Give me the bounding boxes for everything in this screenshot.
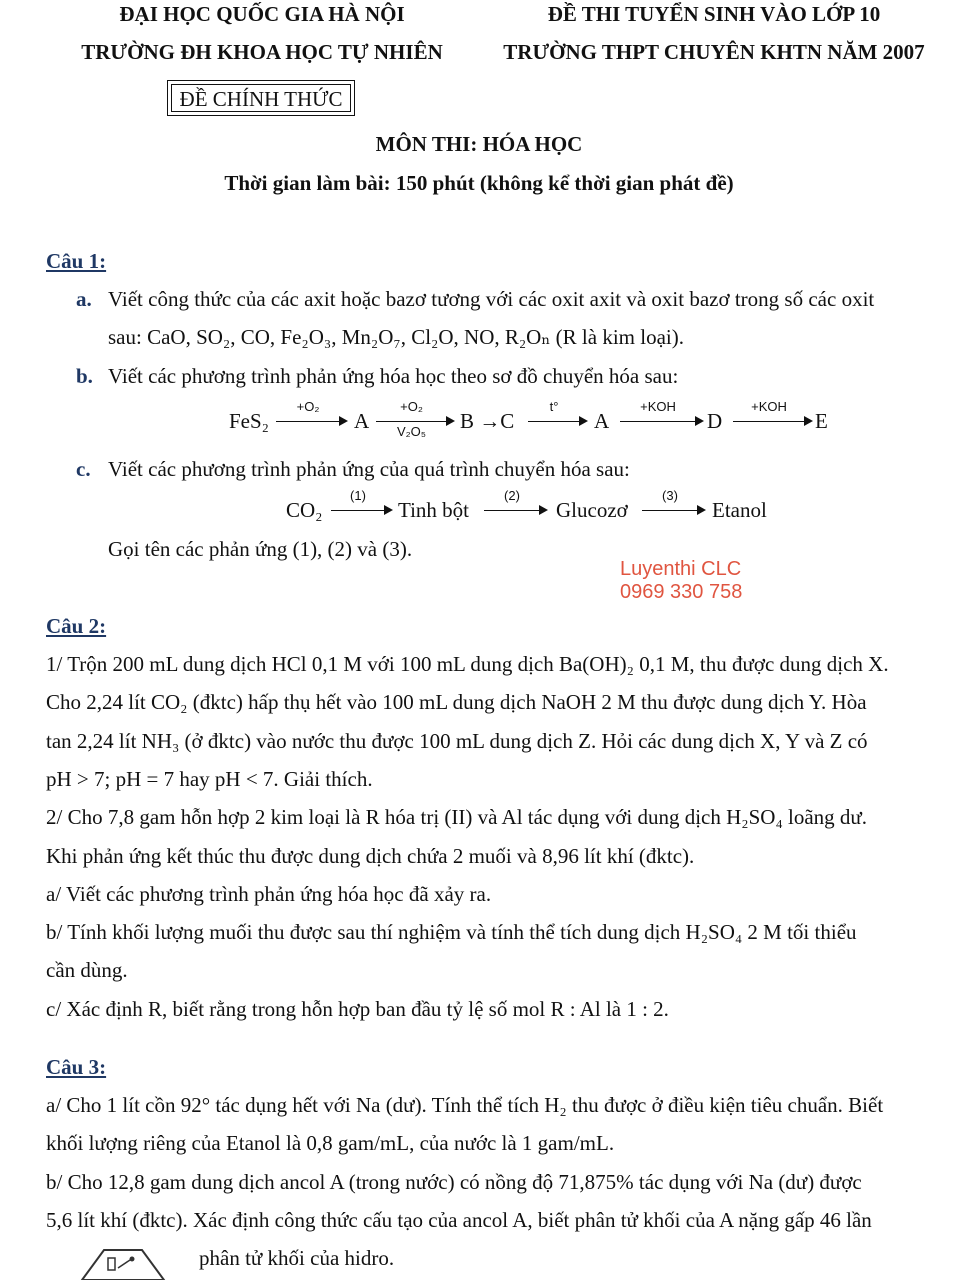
q2-line: pH > 7; pH = 7 hay pH < 7. Giải thích.: [46, 767, 373, 791]
arrow-o2-catalyst: [376, 399, 455, 439]
arrow-label-step-2: (2): [504, 488, 520, 503]
reaction-scheme-c: [0, 488, 958, 528]
official-label: ĐỀ CHÍNH THỨC: [171, 84, 351, 112]
arrow-step-2: [484, 488, 548, 520]
scheme-etanol: Etanol: [712, 498, 767, 522]
scheme-b-c: B →C: [460, 409, 515, 433]
question-3-title: Câu 3:: [46, 1055, 107, 1079]
arrow-label-koh-1: +KOH: [640, 399, 676, 414]
q1-b-label: b.: [76, 364, 93, 388]
arrow-label-heat: t°: [549, 399, 559, 414]
q1-a-line-1: Viết công thức của các axit hoặc bazơ tương với các oxit axit và oxit bazơ trong số các oxit: [108, 287, 875, 311]
q2-line: cần dùng.: [46, 958, 128, 982]
arrow-koh-1: [620, 399, 704, 431]
exam-school-year: TRƯỜNG THPT CHUYÊN KHTN NĂM 2007: [503, 40, 925, 64]
subject-title: MÔN THI: HÓA HỌC: [375, 132, 583, 156]
watermark-name: Luyenthi CLC: [620, 558, 742, 580]
watermark-phone: 0969 330 758: [620, 581, 743, 603]
question-1-title: Câu 1:: [46, 249, 107, 273]
official-stamp-box: [167, 80, 355, 116]
q2-line: c/ Xác định R, biết rằng trong hỗn hợp ban đầu tỷ lệ số mol R : Al là 1 : 2.: [46, 997, 669, 1021]
q2-line: tan 2,24 lít NH₃ (ở đktc) vào nước thu được 100 mL dung dịch Z. Hỏi các dung dịch X, Y và Z có: [46, 729, 868, 753]
question-2-title: Câu 2:: [46, 614, 107, 638]
q3-line: khối lượng riêng của Etanol là 0,8 gam/mL, của nước là 1 gam/mL.: [46, 1131, 615, 1155]
arrow-koh-2: [733, 399, 813, 431]
arrow-step-3: [642, 488, 706, 520]
q1-a-label: a.: [76, 287, 92, 311]
arrow-label-v2o5: V₂O₅: [396, 424, 427, 439]
faculty-name: TRƯỜNG ĐH KHOA HỌC TỰ NHIÊN: [81, 40, 443, 64]
scheme-d: D: [707, 409, 723, 433]
q2-line: 2/ Cho 7,8 gam hỗn hợp 2 kim loại là R hóa trị (II) và Al tác dụng với dung dịch H₂SO₄ loãng dư.: [46, 805, 868, 829]
arrow-label-step-1: (1): [350, 488, 366, 503]
q3-line: b/ Cho 12,8 gam dung dịch ancol A (trong nước) có nồng độ 71,875% tác dụng với Na (dư) được: [46, 1170, 862, 1194]
reaction-scheme-b: [0, 399, 958, 439]
scheme-a-1: A: [354, 409, 370, 433]
q1-b-text: Viết các phương trình phản ứng hóa học theo sơ đồ chuyển hóa sau:: [108, 364, 679, 388]
arrow-step-1: [331, 488, 393, 520]
scheme-e: E: [815, 409, 828, 433]
scheme-fes2: FeS₂: [229, 409, 270, 433]
q2-line: b/ Tính khối lượng muối thu được sau thí nghiệm và tính thể tích dung dịch H₂SO₄ 2 M tối thiểu: [46, 920, 857, 944]
scheme-co2: CO₂: [286, 498, 323, 522]
q3-last-line: phân tử khối của hidro.: [199, 1246, 395, 1270]
arrow-label-o2-1: +O₂: [296, 399, 320, 414]
arrow-heat: [528, 399, 588, 431]
scheme-glucozo: Glucozơ: [556, 498, 628, 522]
arrow-label-o2-2: +O₂: [400, 399, 423, 414]
exam-title: ĐỀ THI TUYỂN SINH VÀO LỚP 10: [547, 2, 881, 26]
q3-line: 5,6 lít khí (đktc). Xác định công thức cấu tạo của ancol A, biết phân tử khối của A nặng gấp 46 lần: [46, 1208, 872, 1232]
q1-c-text: Viết các phương trình phản ứng của quá trình chuyển hóa sau:: [108, 457, 630, 481]
q2-line: Khi phản ứng kết thúc thu được dung dịch chứa 2 muối và 8,96 lít khí (đktc).: [46, 844, 695, 868]
q2-line: Cho 2,24 lít CO₂ (đktc) hấp thụ hết vào 100 mL dung dịch NaOH 2 M thu được dung dịch Y. Hòa: [46, 690, 867, 714]
exam-duration: Thời gian làm bài: 150 phút (không kể thời gian phát đề): [224, 171, 734, 195]
arrow-label-step-3: (3): [662, 488, 678, 503]
arrow-label-koh-2: +KOH: [751, 399, 787, 414]
scheme-tinh-bot: Tinh bột: [398, 498, 470, 522]
university-name: ĐẠI HỌC QUỐC GIA HÀ NỘI: [119, 2, 405, 26]
q1-c-label: c.: [76, 457, 91, 481]
q1-c-note: Gọi tên các phản ứng (1), (2) và (3).: [108, 537, 413, 561]
q2-line: a/ Viết các phương trình phản ứng hóa học đã xảy ra.: [46, 882, 492, 906]
q2-line: 1/ Trộn 200 mL dung dịch HCl 0,1 M với 100 mL dung dịch Ba(OH)₂ 0,1 M, thu được dung dịch X.: [46, 652, 889, 676]
q1-a-line-2: sau: CaO, SO₂, CO, Fe₂O₃, Mn₂O₇, Cl₂O, NO, R₂Oₙ (R là kim loại).: [108, 325, 684, 349]
q3-line: a/ Cho 1 lít cồn 92° tác dụng hết với Na (dư). Tính thể tích H₂ thu được ở điều kiện tiêu chuẩn. Biết: [46, 1093, 884, 1117]
scheme-a-2: A: [594, 409, 610, 433]
arrow-o2-1: [276, 399, 348, 431]
chemistry-logo-icon: [78, 1246, 168, 1280]
